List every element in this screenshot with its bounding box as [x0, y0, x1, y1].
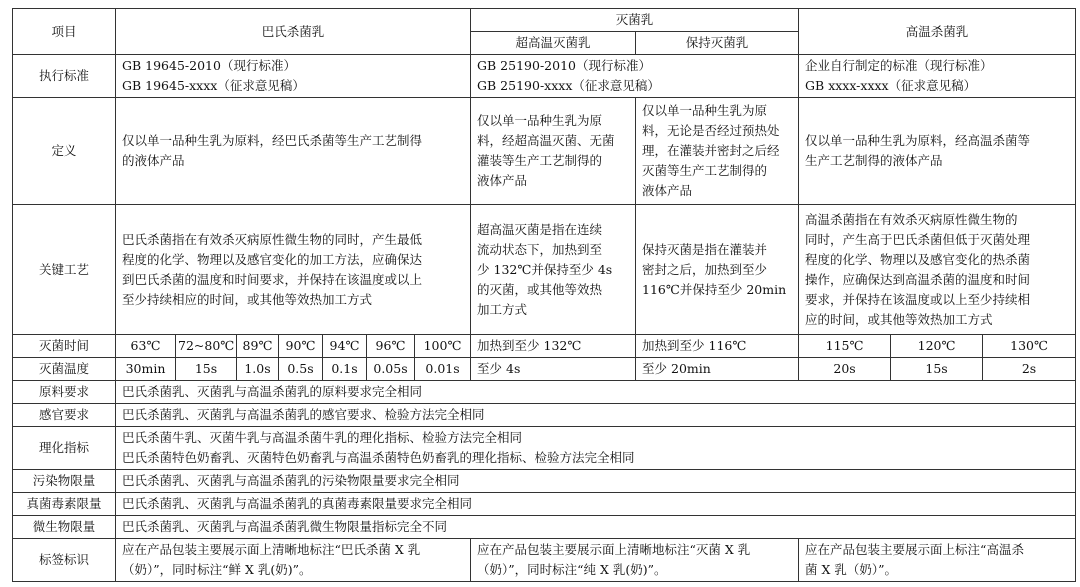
definition-uht [471, 98, 636, 205]
text-line: 液体产品 [642, 183, 693, 198]
sensory-text: 巴氏杀菌乳、灭菌乳与高温杀菌乳的感官要求、检验方法完全相同 [116, 404, 1076, 427]
text-line: 理，在灌装并密封之后经 [642, 143, 780, 158]
time-uht: 加热到至少 132℃ [471, 335, 636, 358]
definition-row [13, 98, 1076, 205]
definition-retort [636, 98, 799, 205]
row-label: 标签标识 [13, 539, 116, 582]
text-line: （奶）”，同时标注“纯 X 乳(奶)”。 [477, 562, 667, 577]
text-line: 料，无论是否经过预热处 [642, 123, 780, 138]
temp-cell: 0.05s [367, 358, 415, 381]
text-line: 巴氏杀菌牛乳、灭菌牛乳与高温杀菌牛乳的理化指标、检验方法完全相同 [122, 430, 523, 445]
time-retort: 加热到至少 116℃ [636, 335, 799, 358]
text-line: 至少持续相应的时间，或其他等效热加工方式 [122, 291, 373, 307]
text-line: 应在产品包装主要展示面上清晰地标注“巴氏杀菌 X 乳 [122, 542, 421, 557]
text-line: 巴氏杀菌指在有效杀灭病原性微生物的同时，产生最低 [122, 231, 423, 247]
text-line: 料，经超高温灭菌、无菌 [477, 133, 615, 148]
text-line: 的灭菌，或其他等效热 [477, 281, 603, 297]
microbe-text: 巴氏杀菌乳、灭菌乳与高温杀菌乳微生物限量指标完全不同 [116, 516, 1076, 539]
text-line: 生产工艺制得的液体产品 [805, 153, 943, 168]
process-row [13, 205, 1076, 335]
row-label: 污染物限量 [13, 470, 116, 493]
text-line: 加工方式 [477, 301, 528, 317]
text-line: 液体产品 [477, 173, 528, 188]
row-label: 灭菌温度 [13, 358, 116, 381]
text-line: 应在产品包装主要展示面上标注“高温杀 [805, 542, 1024, 557]
sensory-row [13, 404, 1076, 427]
time-cell: 100℃ [415, 335, 471, 358]
time-cell: 63℃ [116, 335, 176, 358]
row-label: 执行标准 [13, 55, 116, 98]
text-line: 116℃并保持至少 20min [642, 281, 787, 297]
sterilized-header: 灭菌乳 [471, 9, 799, 32]
standard-row [13, 55, 1076, 98]
text-line: 要求，并保持在该温度或以上至少持续相 [805, 291, 1031, 307]
temp-cell: 15s [891, 358, 983, 381]
text-line: GB 19645-2010（现行标准） [122, 58, 296, 73]
text-line: 仅以单一品种生乳为原料，经巴氏杀菌等生产工艺制得 [122, 133, 423, 148]
text-line: 超高温灭菌是指在连续 [477, 221, 603, 237]
raw-text: 巴氏杀菌乳、灭菌乳与高温杀菌乳的原料要求完全相同 [116, 381, 1076, 404]
row-label: 关键工艺 [13, 205, 116, 335]
contaminant-row [13, 470, 1076, 493]
text-line: 仅以单一品种生乳为原料，经高温杀菌等 [805, 133, 1031, 148]
sterilize-temp-row [13, 358, 1076, 381]
process-high-temp [799, 205, 1076, 335]
row-label: 真菌毒素限量 [13, 493, 116, 516]
temp-retort: 至少 20min [636, 358, 799, 381]
time-cell: 94℃ [323, 335, 367, 358]
text-line: 的液体产品 [122, 153, 185, 168]
text-line: GB 25190-2010（现行标准） [477, 58, 651, 73]
text-line: 菌 X 乳（奶）”。 [805, 562, 898, 577]
text-line: 操作，应确保达到高温杀菌的温度和时间 [805, 271, 1031, 287]
process-uht [471, 205, 636, 335]
time-cell: 120℃ [891, 335, 983, 358]
text-line: 应在产品包装主要展示面上清晰地标注“灭菌 X 乳 [477, 542, 751, 557]
text-line: （奶）”，同时标注“鲜 X 乳(奶)”。 [122, 562, 312, 577]
uht-header: 超高温灭菌乳 [471, 32, 636, 55]
header-row [13, 9, 1076, 32]
text-line: 巴氏杀菌特色奶畜乳、灭菌特色奶畜乳与高温杀菌特色奶畜乳的理化指标、检验方法完全相同 [122, 450, 635, 465]
temp-cell: 1.0s [237, 358, 279, 381]
definition-pasteurized [116, 98, 471, 205]
labeling-high-temp [799, 539, 1076, 582]
text-line: 仅以单一品种生乳为原 [642, 103, 768, 118]
text-line: 企业自行制定的标准（现行标准） [805, 58, 993, 73]
comparison-table [12, 8, 1076, 582]
row-label: 原料要求 [13, 381, 116, 404]
time-cell: 115℃ [799, 335, 891, 358]
time-cell: 89℃ [237, 335, 279, 358]
standard-high-temp [799, 55, 1076, 98]
temp-cell: 0.1s [323, 358, 367, 381]
mycotoxin-text: 巴氏杀菌乳、灭菌乳与高温杀菌乳的真菌毒素限量要求完全相同 [116, 493, 1076, 516]
temp-cell: 30min [116, 358, 176, 381]
text-line: 到巴氏杀菌的温度和时间要求，并保持在该温度或以上 [122, 271, 423, 287]
contaminant-text: 巴氏杀菌乳、灭菌乳与高温杀菌乳的污染物限量要求完全相同 [116, 470, 1076, 493]
text-line: 仅以单一品种生乳为原 [477, 113, 603, 128]
definition-high-temp [799, 98, 1076, 205]
standard-sterilized [471, 55, 799, 98]
labeling-pasteurized [116, 539, 471, 582]
row-label: 灭菌时间 [13, 335, 116, 358]
time-cell: 72~80℃ [176, 335, 237, 358]
temp-cell: 20s [799, 358, 891, 381]
row-label: 感官要求 [13, 404, 116, 427]
pasteurized-header: 巴氏杀菌乳 [116, 9, 471, 55]
time-cell: 96℃ [367, 335, 415, 358]
row-label: 微生物限量 [13, 516, 116, 539]
time-cell: 130℃ [983, 335, 1076, 358]
raw-row [13, 381, 1076, 404]
time-cell: 90℃ [279, 335, 323, 358]
process-retort [636, 205, 799, 335]
text-line: 程度的化学、物理以及感官变化的加工方法，应确保达 [122, 251, 423, 267]
text-line: GB 19645-xxxx（征求意见稿） [122, 78, 305, 93]
text-line: 密封之后，加热到至少 [642, 261, 768, 277]
text-line: 保持灭菌是指在灌装并 [642, 241, 768, 257]
row-label: 理化指标 [13, 427, 116, 470]
row-label: 定义 [13, 98, 116, 205]
text-line: 应的时间，或其他等效热加工方式 [805, 311, 993, 327]
sterilize-time-row [13, 335, 1076, 358]
text-line: 少 132℃并保持至少 4s [477, 261, 613, 277]
mycotoxin-row [13, 493, 1076, 516]
high-temp-header: 高温杀菌乳 [799, 9, 1076, 55]
text-line: GB xxxx-xxxx（征求意见稿） [805, 78, 977, 93]
text-line: 同时，产生高于巴氏杀菌但低于灭菌处理 [805, 231, 1031, 247]
text-line: 程度的化学、物理以及感官变化的热杀菌 [805, 251, 1031, 267]
text-line: GB 25190-xxxx（征求意见稿） [477, 78, 660, 93]
physchem-row [13, 427, 1076, 470]
microbe-row [13, 516, 1076, 539]
temp-cell: 15s [176, 358, 237, 381]
retort-header: 保持灭菌乳 [636, 32, 799, 55]
physchem-text [116, 427, 1076, 470]
text-line: 高温杀菌指在有效杀灭病原性微生物的 [805, 211, 1018, 227]
text-line: 流动状态下，加热到至 [477, 241, 603, 257]
labeling-sterilized [471, 539, 799, 582]
text-line: 灭菌等生产工艺制得的 [642, 163, 768, 178]
process-pasteurized [116, 205, 471, 335]
temp-cell: 2s [983, 358, 1076, 381]
text-line: 灌装等生产工艺制得的 [477, 153, 603, 168]
labeling-row [13, 539, 1076, 582]
temp-cell: 0.5s [279, 358, 323, 381]
temp-uht: 至少 4s [471, 358, 636, 381]
standard-pasteurized [116, 55, 471, 98]
temp-cell: 0.01s [415, 358, 471, 381]
item-header: 项目 [13, 9, 116, 55]
